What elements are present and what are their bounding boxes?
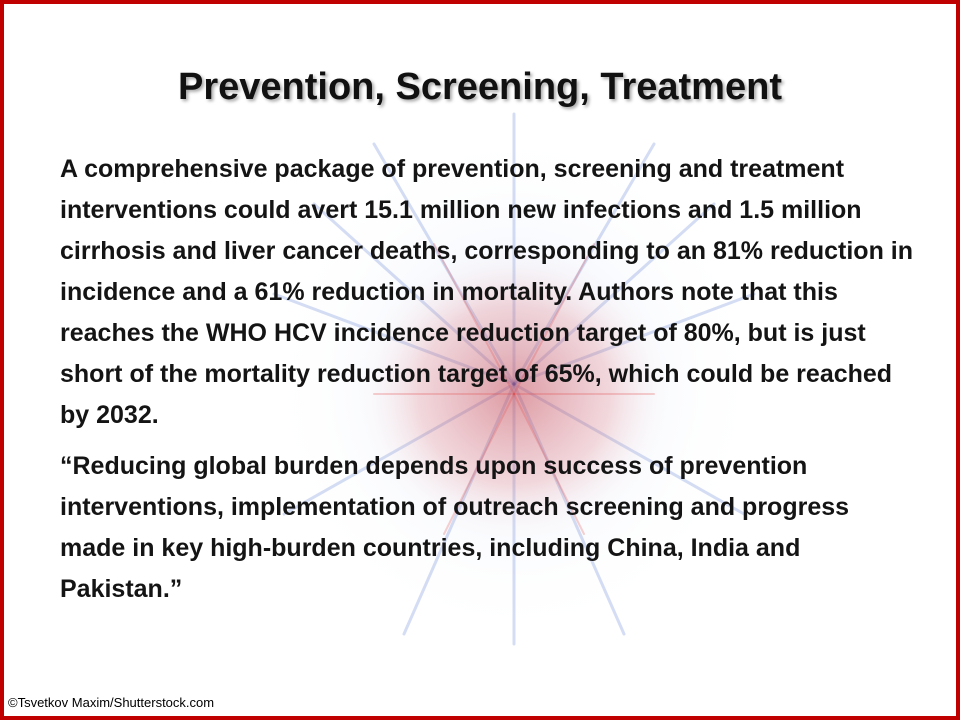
body-paragraph-quote: “Reducing global burden depends upon success of prevention interventions, implementation of outreach screening and progress made in key high-burden countries, including China, India and Pakistan.”	[60, 452, 850, 603]
slide-body	[60, 149, 920, 620]
body-paragraph-summary: A comprehensive package of prevention, screening and treatment interventions could avert 15.1 million new infections and 1.5 million cirrhosis and liver cancer deaths, corresponding to an 81% reduction in incidence and a 61% reduction in mortality. Authors note that this reaches the WHO HCV incidence reduction target of 80%, but is just short of the mortality reduction target of 65%, which could be reached by 2032.	[60, 155, 914, 429]
image-credit: ©Tsvetkov Maxim/Shutterstock.com	[8, 695, 215, 710]
slide-title: Prevention, Screening, Treatment	[178, 66, 782, 108]
